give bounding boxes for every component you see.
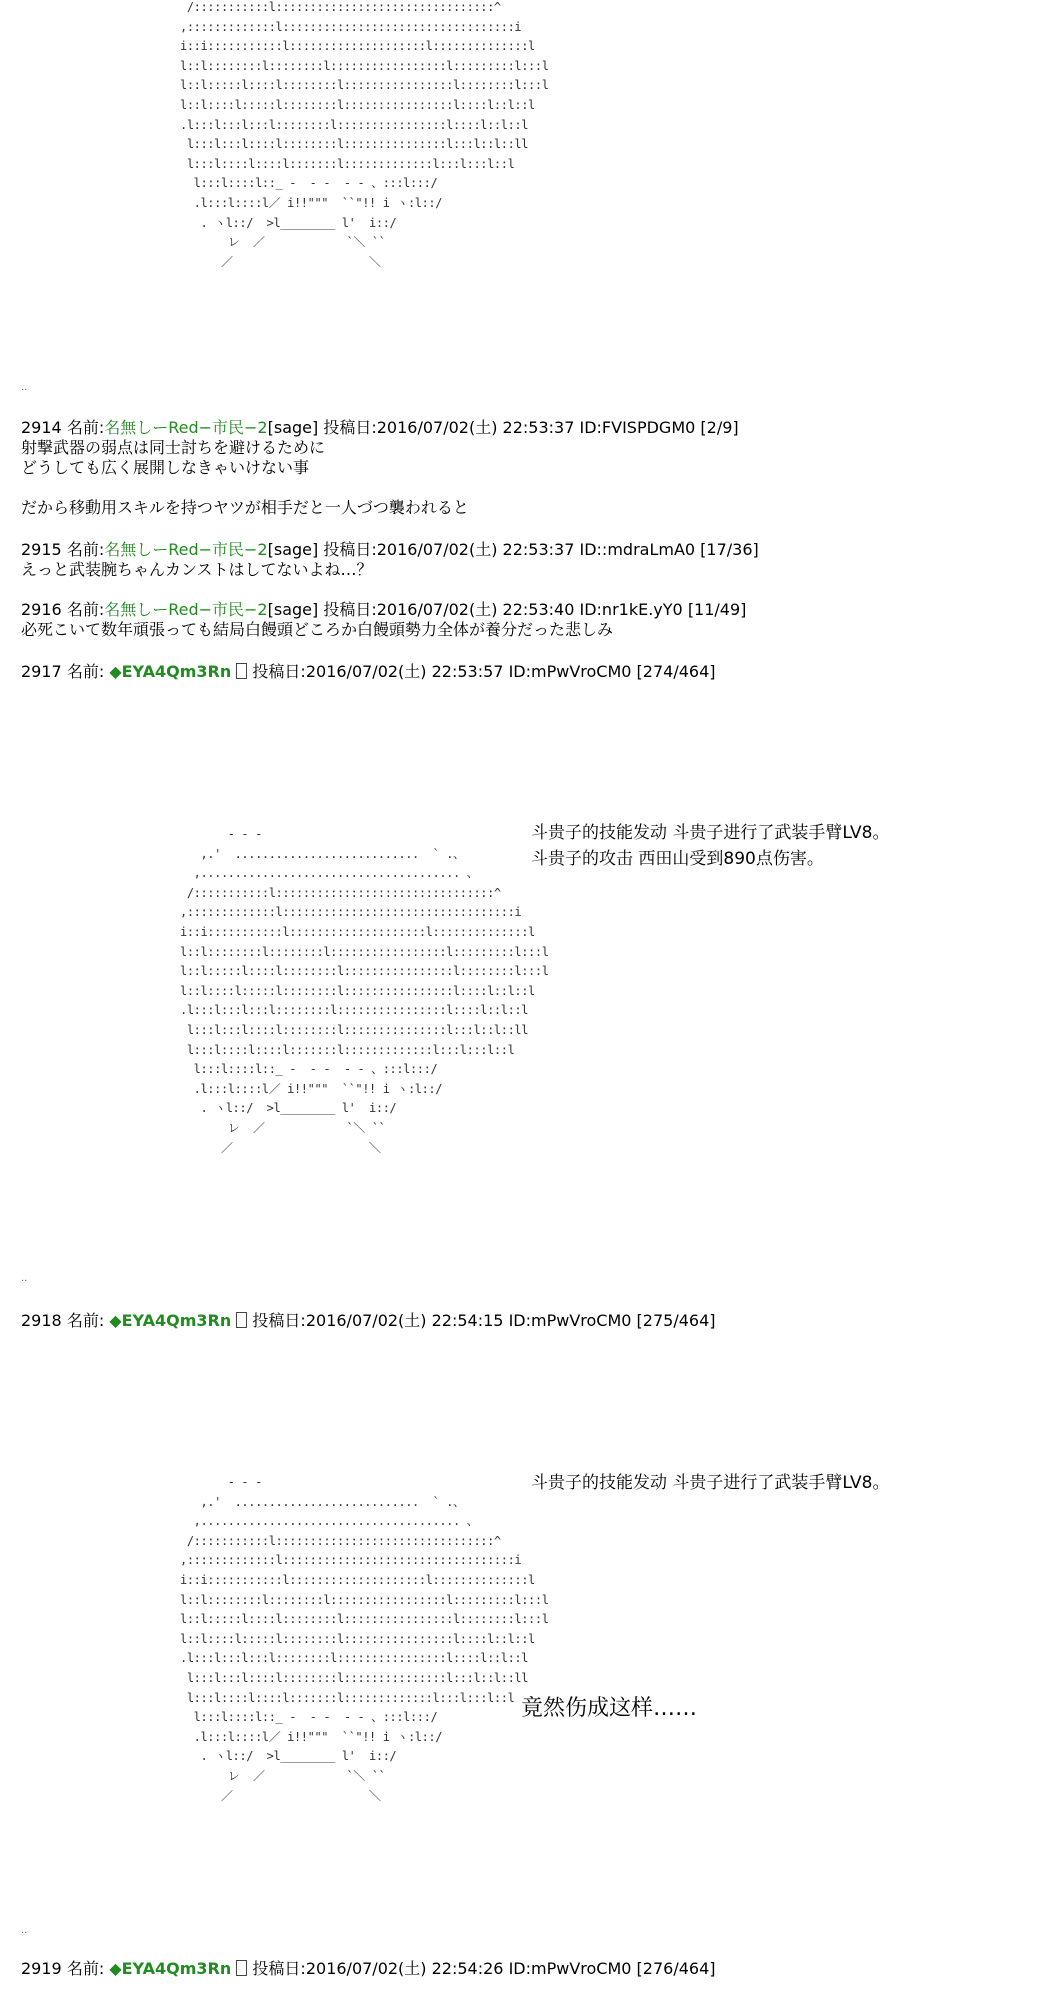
caption-line: 斗贵子的技能发动 斗贵子进行了武装手臂LV8。 — [531, 823, 890, 843]
mail-field: [sage] — [267, 600, 319, 619]
post-number: 2915 — [21, 540, 62, 559]
poster-name[interactable]: 名無しーRed−市民−2 — [104, 600, 268, 619]
name-label: 名前: — [66, 540, 105, 559]
post-date: 2016/07/02(土) 22:53:37 — [376, 418, 575, 437]
post-header-2919 — [21, 1959, 716, 1979]
post-body-line: だから移動用スキルを持つヤツが相手だと一人づつ襲われると — [21, 498, 469, 517]
name-label: 名前: — [66, 1959, 105, 1978]
name-label: 名前: — [66, 1311, 105, 1330]
post-body-line: 必死こいて数年頑張っても結局白饅頭どころか白饅頭勢力全体が養分だった悲しみ — [21, 620, 614, 639]
caption-line: 竟然伤成这样…… — [521, 1696, 698, 1721]
post-header-2917 — [21, 662, 716, 682]
trip-box-icon — [236, 663, 247, 679]
post-id[interactable]: ID:mPwVroCM0 — [508, 1311, 632, 1330]
post-count: [11/49] — [687, 600, 747, 619]
post-header-2914 — [21, 418, 739, 438]
post-date: 2016/07/02(土) 22:54:15 — [305, 1311, 504, 1330]
name-label: 名前: — [66, 662, 105, 681]
caption-line: 斗贵子的技能发动 斗贵子进行了武装手臂LV8。 — [531, 1473, 890, 1493]
poster-name[interactable]: 名無しーRed−市民−2 — [104, 540, 268, 559]
poster-trip[interactable]: ◆EYA4Qm3Rn — [109, 1959, 232, 1978]
post-count: [276/464] — [636, 1959, 716, 1978]
post-body-line: どうしても広く展開しなきゃいけない事 — [21, 458, 310, 477]
mail-field: [sage] — [267, 540, 319, 559]
post-number: 2918 — [21, 1311, 62, 1330]
post-body-line: えっと武装腕ちゃんカンストはしてないよね…？ — [21, 560, 373, 579]
post-id[interactable]: ID::mdraLmA0 — [579, 540, 696, 559]
post-id[interactable]: ID:FVISPDGM0 — [579, 418, 696, 437]
post-header-2915 — [21, 540, 759, 560]
separator: .. — [21, 1925, 28, 1936]
post-date: 2016/07/02(土) 22:53:40 — [376, 600, 575, 619]
ascii-art-panel-2: - - - ,.' ........................... ` .、 ,...................................... 、 /:::::::::::l::::::::::::::::::::::::::::::::^ ,:::::::::::::l::::::::::::::::::::::::::::::::::i i::i:::::::::::l::::::::::::::::::::l::::::::::::::l l::l::::::::l::::::::l:::::::::::::::::l:::::::::l:::l l::l:::::l::::l::::::::l::::::::::::::::l::::::::l:::l l::l::::l:::::l::::::::l::::::::::::::::l::::l::l::l .l:::l:::l:::l::::::::l::::::::::::::::l::::l::l::l l:::l:::l::::l::::::::l:::::::::::::::l:::l::l::ll l:::l::::l::::l:::::::l:::::::::::::l:::l:::l::l l:::l::::l::_ - ‐ ‐ ‐ ‐ 、:::l:::/ .l:::l::::l／ i!!""" ``"!! i ヽ:l::/ . ヽl::/ >l________ l' i::/ レ ／ `＼ `` ／ ＼ — [180, 1475, 549, 1803]
date-label: 投稿日: — [252, 662, 306, 681]
post-date: 2016/07/02(土) 22:53:57 — [305, 662, 504, 681]
name-label: 名前: — [66, 600, 105, 619]
separator: .. — [21, 1273, 28, 1284]
post-count: [274/464] — [636, 662, 716, 681]
trip-box-icon — [236, 1960, 247, 1976]
ascii-art-top: /:::::::::::l::::::::::::::::::::::::::::::::^ ,:::::::::::::l::::::::::::::::::::::::::::::::::i i::i:::::::::::l::::::::::::::::::::l::::::::::::::l l::l::::::::l::::::::l:::::::::::::::::l:::::::::l:::l l::l:::::l::::l::::::::l::::::::::::::::l::::::::l:::l l::l::::l:::::l::::::::l::::::::::::::::l::::l::l::l .l:::l:::l:::l::::::::l::::::::::::::::l::::l::l::l l:::l:::l::::l::::::::l:::::::::::::::l:::l::l::ll l:::l::::l::::l:::::::l:::::::::::::l:::l:::l::l l:::l::::l::_ - ‐ ‐ ‐ ‐ 、:::l:::/ .l:::l::::l／ i!!""" ``"!! i ヽ:l::/ . ヽl::/ >l________ l' i::/ レ ／ `＼ `` ／ ＼ — [180, 0, 549, 269]
poster-trip[interactable]: ◆EYA4Qm3Rn — [109, 662, 232, 681]
post-id[interactable]: ID:nr1kE.yY0 — [579, 600, 683, 619]
post-header-2918 — [21, 1311, 716, 1331]
post-number: 2916 — [21, 600, 62, 619]
name-label: 名前: — [66, 418, 105, 437]
post-date: 2016/07/02(土) 22:54:26 — [305, 1959, 504, 1978]
post-number: 2914 — [21, 418, 62, 437]
date-label: 投稿日: — [323, 540, 377, 559]
post-count: [17/36] — [700, 540, 759, 559]
post-count: [2/9] — [700, 418, 739, 437]
caption-line: 斗贵子的攻击 西田山受到890点伤害。 — [531, 849, 824, 869]
poster-name[interactable]: 名無しーRed−市民−2 — [104, 418, 268, 437]
post-body-line: 射撃武器の弱点は同士討ちを避けるために — [21, 438, 326, 457]
date-label: 投稿日: — [252, 1959, 306, 1978]
post-number: 2919 — [21, 1959, 62, 1978]
post-date: 2016/07/02(土) 22:53:37 — [376, 540, 575, 559]
post-header-2916 — [21, 600, 746, 620]
post-id[interactable]: ID:mPwVroCM0 — [508, 1959, 632, 1978]
ascii-art-panel-1: - - - ,.' ........................... ` .、 ,...................................... 、 /:::::::::::l::::::::::::::::::::::::::::::::^ ,:::::::::::::l::::::::::::::::::::::::::::::::::i i::i:::::::::::l::::::::::::::::::::l::::::::::::::l l::l::::::::l::::::::l:::::::::::::::::l:::::::::l:::l l::l:::::l::::l::::::::l::::::::::::::::l::::::::l:::l l::l::::l:::::l::::::::l::::::::::::::::l::::l::l::l .l:::l:::l:::l::::::::l::::::::::::::::l::::l::l::l l:::l:::l::::l::::::::l:::::::::::::::l:::l::l::ll l:::l::::l::::l:::::::l:::::::::::::l:::l:::l::l l:::l::::l::_ - ‐ ‐ ‐ ‐ 、:::l:::/ .l:::l::::l／ i!!""" ``"!! i ヽ:l::/ . ヽl::/ >l________ l' i::/ レ ／ `＼ `` ／ ＼ — [180, 827, 549, 1155]
post-id[interactable]: ID:mPwVroCM0 — [508, 662, 632, 681]
trip-box-icon — [236, 1312, 247, 1328]
post-count: [275/464] — [636, 1311, 716, 1330]
date-label: 投稿日: — [323, 418, 377, 437]
separator: .. — [21, 382, 28, 393]
mail-field: [sage] — [267, 418, 319, 437]
post-number: 2917 — [21, 662, 62, 681]
date-label: 投稿日: — [252, 1311, 306, 1330]
date-label: 投稿日: — [323, 600, 377, 619]
poster-trip[interactable]: ◆EYA4Qm3Rn — [109, 1311, 232, 1330]
